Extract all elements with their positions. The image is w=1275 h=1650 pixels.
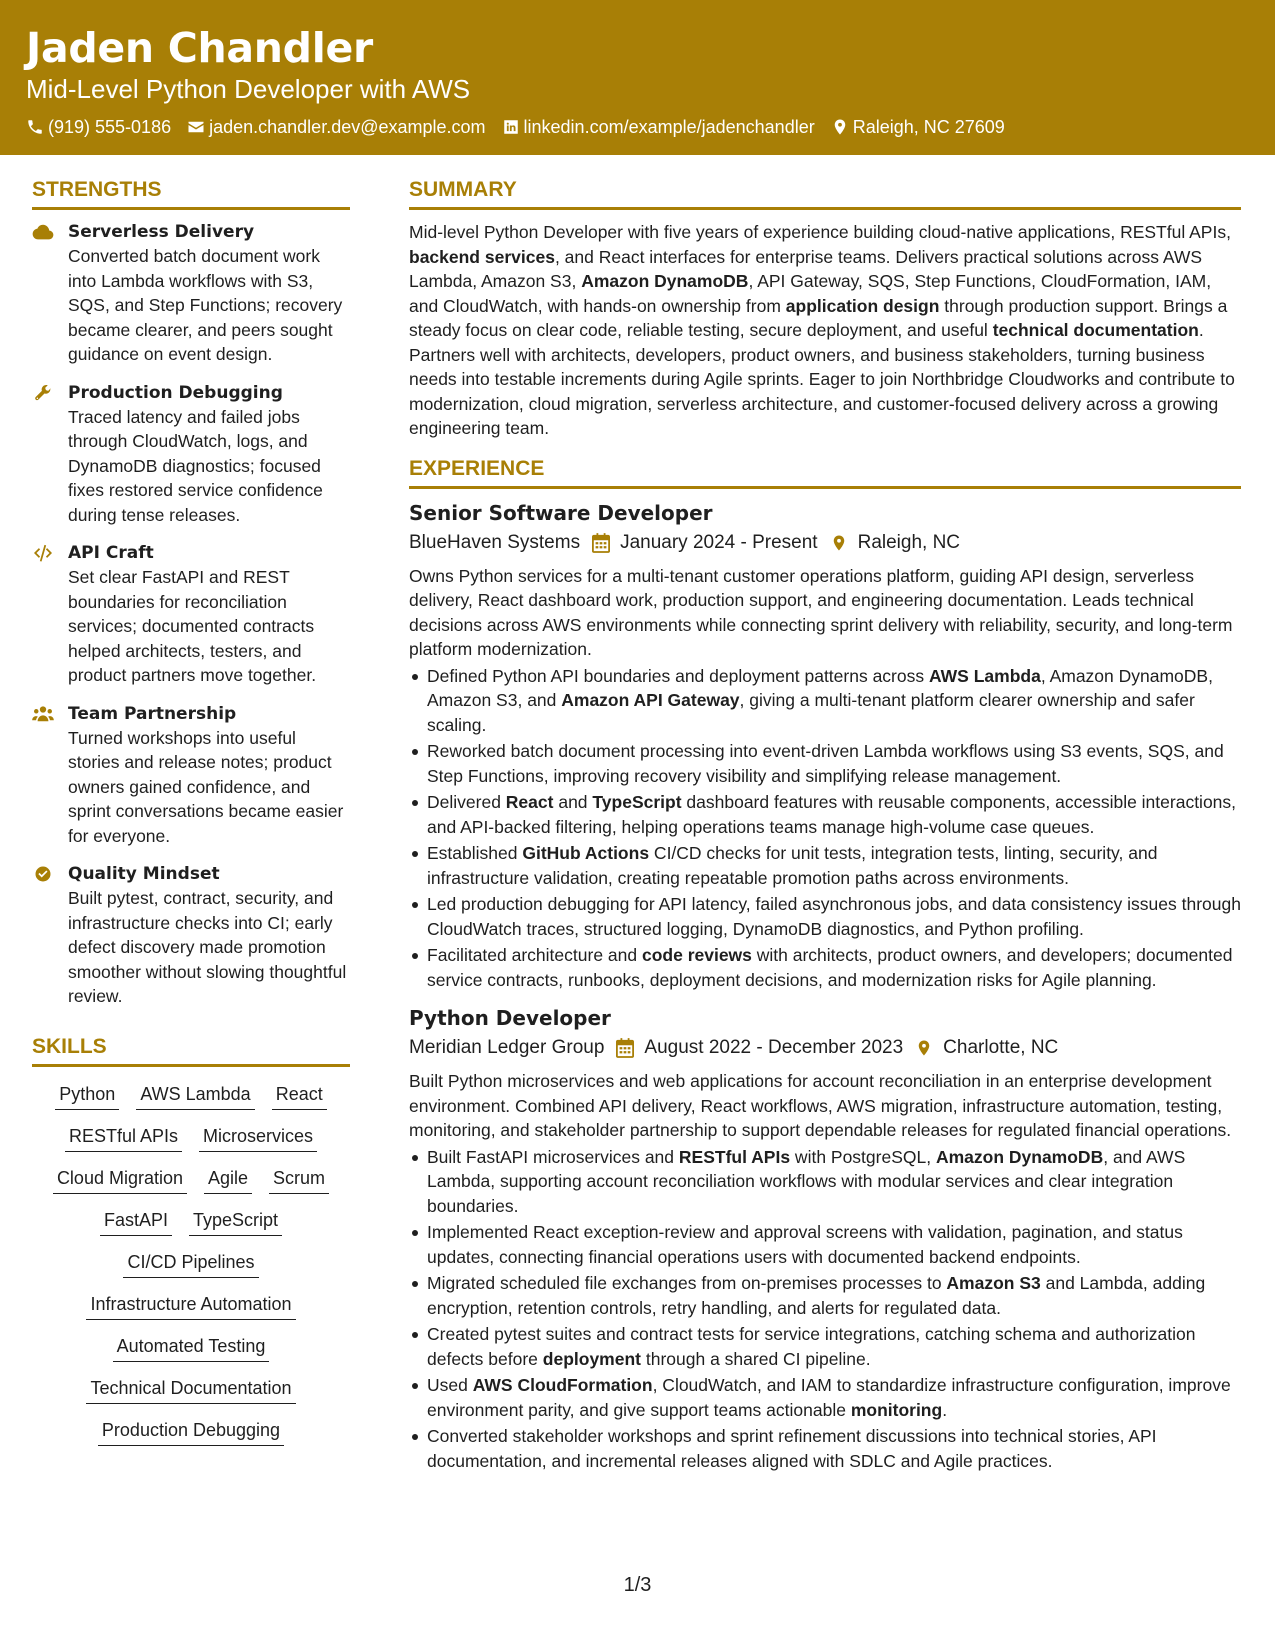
job-description: Built Python microservices and web applications for account reconciliation in an enterprise development environment. Combined API delivery, React workflows, AWS migration, infrastructure automation, testing, monitoring, and stakeholder partnership to support dependable releases for regulated financial operations.	[409, 1071, 1232, 1140]
skill-tag: Scrum	[269, 1165, 329, 1194]
text-run: Facilitated architecture and	[427, 945, 642, 965]
skill-tag: Python	[55, 1081, 119, 1110]
skills-heading: SKILLS	[32, 1033, 350, 1067]
text-run: and Lambda, adding encryption, retention controls, retry handling, and alerts for regulated data.	[427, 1273, 1206, 1318]
text-run: Used	[427, 1375, 473, 1395]
skill-tag: FastAPI	[100, 1207, 172, 1236]
text-run: Implemented React exception-review and approval screens with validation, pagination, and status updates, connecting financial operations users with documented backend endpoints.	[427, 1222, 1183, 1267]
strength-title: Team Partnership	[68, 703, 237, 724]
contact-linkedin[interactable]	[502, 115, 815, 139]
text-run: Created pytest suites and contract tests for service integrations, catching schema and authorization defects before	[427, 1324, 1196, 1369]
phone-icon	[26, 118, 44, 136]
map-pin-icon	[915, 1038, 933, 1058]
bold-keyword: GitHub Actions	[522, 843, 650, 863]
cloud-icon	[32, 223, 54, 241]
job-description: Owns Python services for a multi-tenant customer operations platform, guiding API design, serverless delivery, React dashboard work, production support, and engineering documentation. Leads technical decisions across AWS environments while connecting sprint delivery with reliability, security, and long-term platform modernization.	[409, 565, 1233, 659]
text-run: , API Gateway, SQS, Step Functions, CloudFormation, IAM, and CloudWatch, with hands-on ownership from	[409, 271, 1212, 316]
summary-heading: SUMMARY	[409, 176, 1241, 210]
text-run: and	[553, 792, 593, 812]
contact-email[interactable]	[187, 115, 485, 139]
contact-phone[interactable]	[26, 115, 171, 139]
bold-keyword: application design	[785, 295, 940, 316]
right-column	[409, 176, 1241, 1485]
text-run: Mid-level Python Developer with five years of experience building cloud-native applications, RESTful APIs,	[409, 222, 1231, 242]
map-pin-icon	[831, 118, 849, 136]
text-run: CI/CD checks for unit tests, integration tests, linting, security, and infrastructure validation, creating repeatable promotion paths across environments.	[427, 843, 1158, 888]
wrench-icon	[32, 384, 54, 402]
strength-item	[32, 541, 350, 688]
job-bullet	[409, 1322, 1241, 1371]
bold-keyword: backend services	[409, 246, 555, 267]
text-run: , giving a multi-tenant platform clearer ownership and safer scaling.	[427, 690, 1195, 735]
skill-tag: Technical Documentation	[86, 1375, 295, 1404]
job-bullet	[409, 943, 1241, 992]
bold-keyword: RESTful APIs	[678, 1146, 791, 1167]
contact-email-text: jaden.chandler.dev@example.com	[209, 117, 486, 137]
text-run: , and AWS Lambda, supporting account reconciliation workflows with modular services and clear integration boundaries.	[427, 1146, 1186, 1216]
text-run: Led production debugging for API latency, failed asynchronous jobs, and data consistency issues through CloudWatch traces, structured logging, DynamoDB diagnostics, and Python profiling.	[427, 894, 1241, 939]
job-title: Senior Software Developer	[409, 500, 713, 525]
job-bullet	[409, 739, 1241, 788]
text-run: , CloudWatch, and IAM to standardize infrastructure configuration, improve environment parity, and give support teams actionable	[427, 1375, 1231, 1420]
text-run: , and React interfaces for enterprise teams. Delivers practical solutions across AWS Lambda, Amazon S3,	[409, 246, 1203, 291]
bold-keyword: TypeScript	[592, 792, 682, 812]
text-run: with architects, product owners, and developers; documented service contracts, runbooks, deployment decisions, and modernization risks for Agile planning.	[427, 945, 1233, 990]
left-column	[32, 176, 350, 1459]
text-run: with PostgreSQL,	[790, 1146, 936, 1167]
envelope-icon	[187, 118, 205, 136]
code-icon	[32, 544, 54, 562]
job-entry	[409, 1004, 1241, 1473]
contact-bar	[26, 115, 1249, 139]
strength-description: Converted batch document work into Lambda workflows with S3, SQS, and Step Functions; recovery became clearer, and peers sought guidance on event design.	[68, 246, 343, 364]
text-run: Reworked batch document processing into event-driven Lambda workflows using S3 events, SQS, and Step Functions, improving recovery visibility and simplifying release management.	[427, 741, 1224, 786]
contact-linkedin-text: linkedin.com/example/jadenchandler	[523, 117, 815, 137]
strength-description: Built pytest, contract, security, and infrastructure checks into CI; early defect discovery made promotion smoother without slowing thoughtful review.	[68, 888, 347, 1006]
job-bullet	[409, 892, 1241, 941]
skill-tag: TypeScript	[189, 1207, 282, 1236]
job-bullet	[409, 790, 1241, 839]
job-bullets	[409, 1145, 1241, 1474]
text-run: Defined Python API boundaries and deployment patterns across	[427, 665, 929, 686]
text-run: Delivered	[427, 792, 506, 812]
candidate-role: Mid-Level Python Developer with AWS	[26, 74, 471, 104]
text-run: Converted stakeholder workshops and sprint refinement discussions into technical stories, API documentation, and incremental releases aligned with SDLC and Agile practices.	[427, 1426, 1157, 1471]
skill-tag: Agile	[204, 1165, 252, 1194]
job-entry	[409, 499, 1241, 993]
text-run: through production support. Brings a steady focus on clear code, reliable testing, secure deployment, and useful	[409, 295, 1228, 340]
skill-tag: Automated Testing	[113, 1333, 270, 1362]
calendar-icon	[592, 533, 610, 553]
bold-keyword: React	[505, 792, 554, 812]
bold-keyword: deployment	[542, 1348, 641, 1369]
skill-tag: Microservices	[199, 1123, 317, 1152]
bold-keyword: Amazon DynamoDB	[935, 1146, 1104, 1167]
skill-tag: React	[272, 1081, 327, 1110]
users-icon	[32, 705, 54, 723]
linkedin-icon	[502, 118, 520, 136]
text-run: Migrated scheduled file exchanges from on-premises processes to	[427, 1273, 947, 1293]
skill-tag: CI/CD Pipelines	[123, 1249, 258, 1278]
job-bullet	[409, 1373, 1241, 1422]
job-bullet	[409, 841, 1241, 890]
skill-tag: AWS Lambda	[136, 1081, 254, 1110]
skills-section	[32, 1033, 350, 1446]
job-location: Raleigh, NC	[857, 531, 961, 553]
skill-tag: RESTful APIs	[65, 1123, 182, 1152]
check-circle-icon	[32, 865, 54, 883]
job-meta	[409, 529, 1241, 557]
strength-title: Serverless Delivery	[68, 222, 255, 242]
job-dates: January 2024 - Present	[620, 531, 818, 553]
bold-keyword: AWS CloudFormation	[472, 1375, 653, 1395]
job-title: Python Developer	[409, 1006, 611, 1030]
strength-description: Traced latency and failed jobs through CloudWatch, logs, and DynamoDB diagnostics; focused fixes restored service confidence during tense releases.	[68, 406, 323, 525]
contact-location-text: Raleigh, NC 27609	[852, 117, 1005, 137]
job-bullet	[409, 664, 1241, 738]
strength-description: Turned workshops into useful stories and release notes; product owners gained confidence, and sprint conversations became easier for everyone.	[68, 727, 344, 846]
job-dates: August 2022 - December 2023	[644, 1037, 904, 1058]
strength-item	[32, 862, 350, 1009]
candidate-name: Jaden Chandler	[26, 24, 373, 72]
contact-location	[831, 115, 1005, 139]
calendar-icon	[616, 1038, 634, 1058]
text-run: . Partners well with architects, developers, product owners, and business stakeholders, turning business needs into testable increments during Agile sprints. Eager to join Northbridge Cloudworks and contribute to modernization, cloud migration, serverless architecture, and customer-focused delivery across a growing engineering team.	[409, 320, 1235, 438]
skill-tag: Cloud Migration	[53, 1165, 187, 1194]
bold-keyword: Amazon API Gateway	[561, 690, 740, 710]
text-run: , Amazon DynamoDB, Amazon S3, and	[427, 665, 1213, 710]
bold-keyword: monitoring	[850, 1399, 943, 1420]
text-run: through a shared CI pipeline.	[641, 1348, 871, 1369]
bold-keyword: technical documentation	[992, 320, 1199, 340]
strength-item	[32, 220, 350, 367]
strength-title: API Craft	[68, 543, 154, 563]
job-location: Charlotte, NC	[943, 1037, 1059, 1058]
bold-keyword: code reviews	[641, 945, 752, 965]
job-bullet	[409, 1424, 1241, 1473]
job-company: Meridian Ledger Group	[409, 1037, 605, 1058]
strength-title: Quality Mindset	[68, 864, 220, 884]
job-bullet	[409, 1271, 1241, 1320]
text-run: Established	[427, 843, 523, 863]
text-run: Built FastAPI microservices and	[427, 1146, 679, 1167]
skill-tag: Infrastructure Automation	[86, 1291, 295, 1320]
strength-item	[32, 381, 350, 528]
job-bullet	[409, 1220, 1241, 1269]
experience-heading: EXPERIENCE	[409, 455, 1241, 489]
skills-list	[32, 1077, 350, 1446]
strength-item	[32, 702, 350, 849]
map-pin-icon	[830, 533, 848, 553]
strength-title: Production Debugging	[68, 382, 283, 403]
summary-text	[409, 220, 1241, 441]
skill-tag: Production Debugging	[98, 1417, 284, 1446]
text-run: dashboard features with reusable components, accessible interactions, and API-backed filtering, helping operations teams manage high-volume case queues.	[427, 792, 1237, 837]
strengths-heading: STRENGTHS	[32, 176, 350, 210]
job-company: BlueHaven Systems	[409, 531, 581, 553]
contact-phone-text: (919) 555-0186	[48, 117, 172, 137]
strength-description: Set clear FastAPI and REST boundaries for reconciliation services; documented contracts helped architects, testers, and product partners move together.	[68, 567, 317, 685]
bold-keyword: AWS Lambda	[928, 665, 1041, 686]
job-bullet	[409, 1145, 1241, 1219]
text-run: .	[942, 1399, 948, 1420]
job-bullets	[409, 664, 1241, 993]
job-meta	[409, 1034, 1241, 1062]
bold-keyword: Amazon S3	[946, 1273, 1041, 1293]
resume-header	[0, 0, 1275, 155]
bold-keyword: Amazon DynamoDB	[581, 271, 749, 291]
page-number: 1/3	[623, 1574, 652, 1596]
